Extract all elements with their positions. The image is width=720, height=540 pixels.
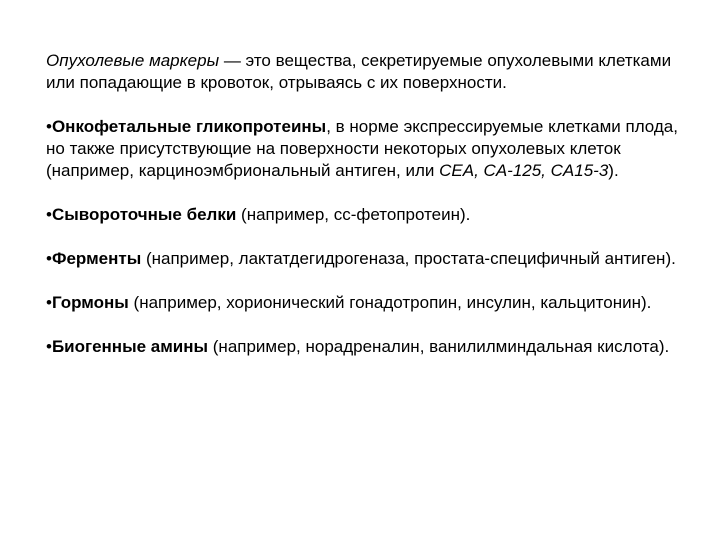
bullet-term: Гормоны [51, 293, 129, 312]
intro-text: — это вещества, секретируемые опухолевыми клетками или попадающие в кровоток, отрываясь с их поверхности. [46, 51, 672, 92]
bullet-text: (например, хорионический гонадотропин, инсулин, кальцитонин). [128, 293, 652, 312]
bullet-oncofetal [46, 116, 686, 182]
slide-content [46, 50, 686, 358]
bullet-text: , в норме экспрессируемые клетками плода, но также присутствующие на поверхности некоторых опухолевых клеток (например, карциноэмбриональный антиген, или [46, 117, 678, 180]
bullet-enzymes [46, 248, 686, 270]
bullet-hormones [46, 292, 686, 314]
bullet-marker: • [46, 337, 52, 356]
bullet-text: (например, сс-фетопротеин). [236, 205, 471, 224]
bullet-text: (например, норадреналин, ванилилминдальная кислота). [208, 337, 670, 356]
bullet-marker: • [46, 205, 52, 224]
bullet-after: ). [608, 161, 619, 180]
bullet-term: Биогенные амины [51, 337, 209, 356]
bullet-term: Сывороточные белки [51, 205, 237, 224]
bullet-text: (например, лактатдегидрогеназа, простата-специфичный антиген). [141, 249, 676, 268]
intro-paragraph [46, 50, 686, 94]
bullet-italic-tail: CEA, CA-125, CA15-3 [439, 161, 609, 180]
bullet-marker: • [46, 249, 52, 268]
bullet-serum-proteins [46, 204, 686, 226]
bullet-marker: • [46, 293, 52, 312]
bullet-marker: • [46, 117, 52, 136]
bullet-biogenic-amines [46, 336, 686, 358]
bullet-term: Онкофетальные гликопротеины [51, 117, 327, 136]
bullet-term: Ферменты [51, 249, 142, 268]
intro-term: Опухолевые маркеры [46, 51, 220, 70]
